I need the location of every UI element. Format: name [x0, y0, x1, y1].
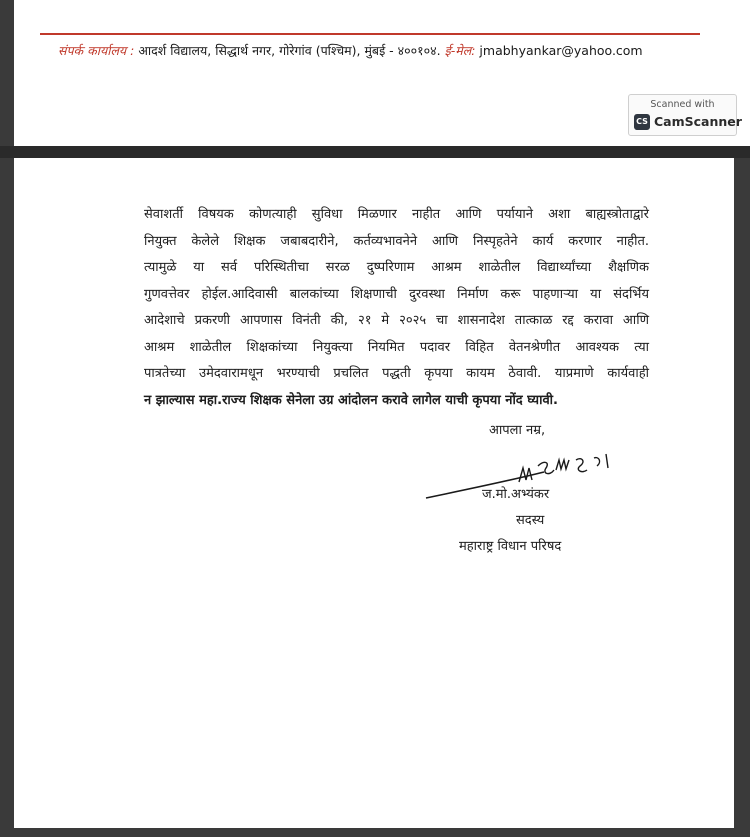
body-line: नियुक्त केलेले शिक्षक जबाबदारीने, कर्तव्यभावनेने आणि निस्पृहतेने कार्य करणार नाहीत.	[144, 233, 649, 249]
contact-label: संपर्क कार्यालय :	[58, 43, 135, 58]
header-rule	[40, 33, 700, 35]
body-line: त्यामुळे या सर्व परिस्थितीचा सरळ दुष्परिणाम आश्रम शाळेतील विद्यार्थ्यांच्या शैक्षणिक	[144, 260, 649, 275]
signatory-organization: महाराष्ट्र विधान परिषद	[459, 539, 562, 554]
camscanner-logo-icon: CS	[634, 114, 650, 130]
page-divider	[0, 146, 750, 158]
signatory-role: सदस्य	[516, 513, 545, 528]
signatory-name: ज.मो.अभ्यंकर	[482, 487, 550, 502]
body-line-emphasis: न झाल्यास महा.राज्य शिक्षक सेनेला उग्र आंदोलन करावे लागेल याची कृपया नोंद घ्यावी.	[144, 392, 558, 408]
page-frame-left-top	[0, 0, 14, 146]
body-line: आश्रम शाळेतील शिक्षकांच्या नियुक्त्या नियमित पदावर विहित वेतनश्रेणीत आवश्यक त्या	[144, 339, 649, 355]
letter-page	[14, 158, 734, 828]
page-frame-bottom	[0, 828, 750, 837]
body-line: सेवाशर्ती विषयक कोणत्याही सुविधा मिळणार नाहीत आणि पर्यायाने अशा बाह्यस्त्रोताद्वारे	[144, 207, 649, 222]
contact-address: आदर्श विद्यालय, सिद्धार्थ नगर, गोरेगांव (पश्चिम), मुंबई - ४००१०४.	[138, 43, 441, 58]
previous-page-footer	[0, 0, 750, 146]
body-line: आदेशाचे प्रकरणी आपणास विनंती की, २१ मे २०२५ चा शासनादेश तात्काळ रद्द करावा आणि	[144, 313, 649, 328]
scanned-with-text: Scanned with	[650, 99, 715, 110]
letter-body	[144, 202, 649, 414]
email-value: jmabhyankar@yahoo.com	[479, 43, 643, 58]
closing-salutation: आपला नम्र,	[489, 423, 546, 438]
body-line: पात्रतेच्या उमेदवारामधून भरण्याची प्रचलित पद्धती कृपया कायम ठेवावी. याप्रमाणे कार्यवाही	[144, 366, 649, 381]
body-line: गुणवत्तेवर होईल.आदिवासी बालकांच्या शिक्षणाची दुरवस्था निर्माण करू पाहणाऱ्या या संदर्भिय	[144, 286, 649, 302]
camscanner-watermark	[628, 94, 742, 136]
page-frame-left	[0, 158, 14, 837]
email-label: ई-मेल:	[444, 43, 476, 58]
page-frame-right	[734, 158, 750, 837]
camscanner-brand: CamScanner	[654, 114, 742, 129]
contact-line	[58, 42, 718, 60]
